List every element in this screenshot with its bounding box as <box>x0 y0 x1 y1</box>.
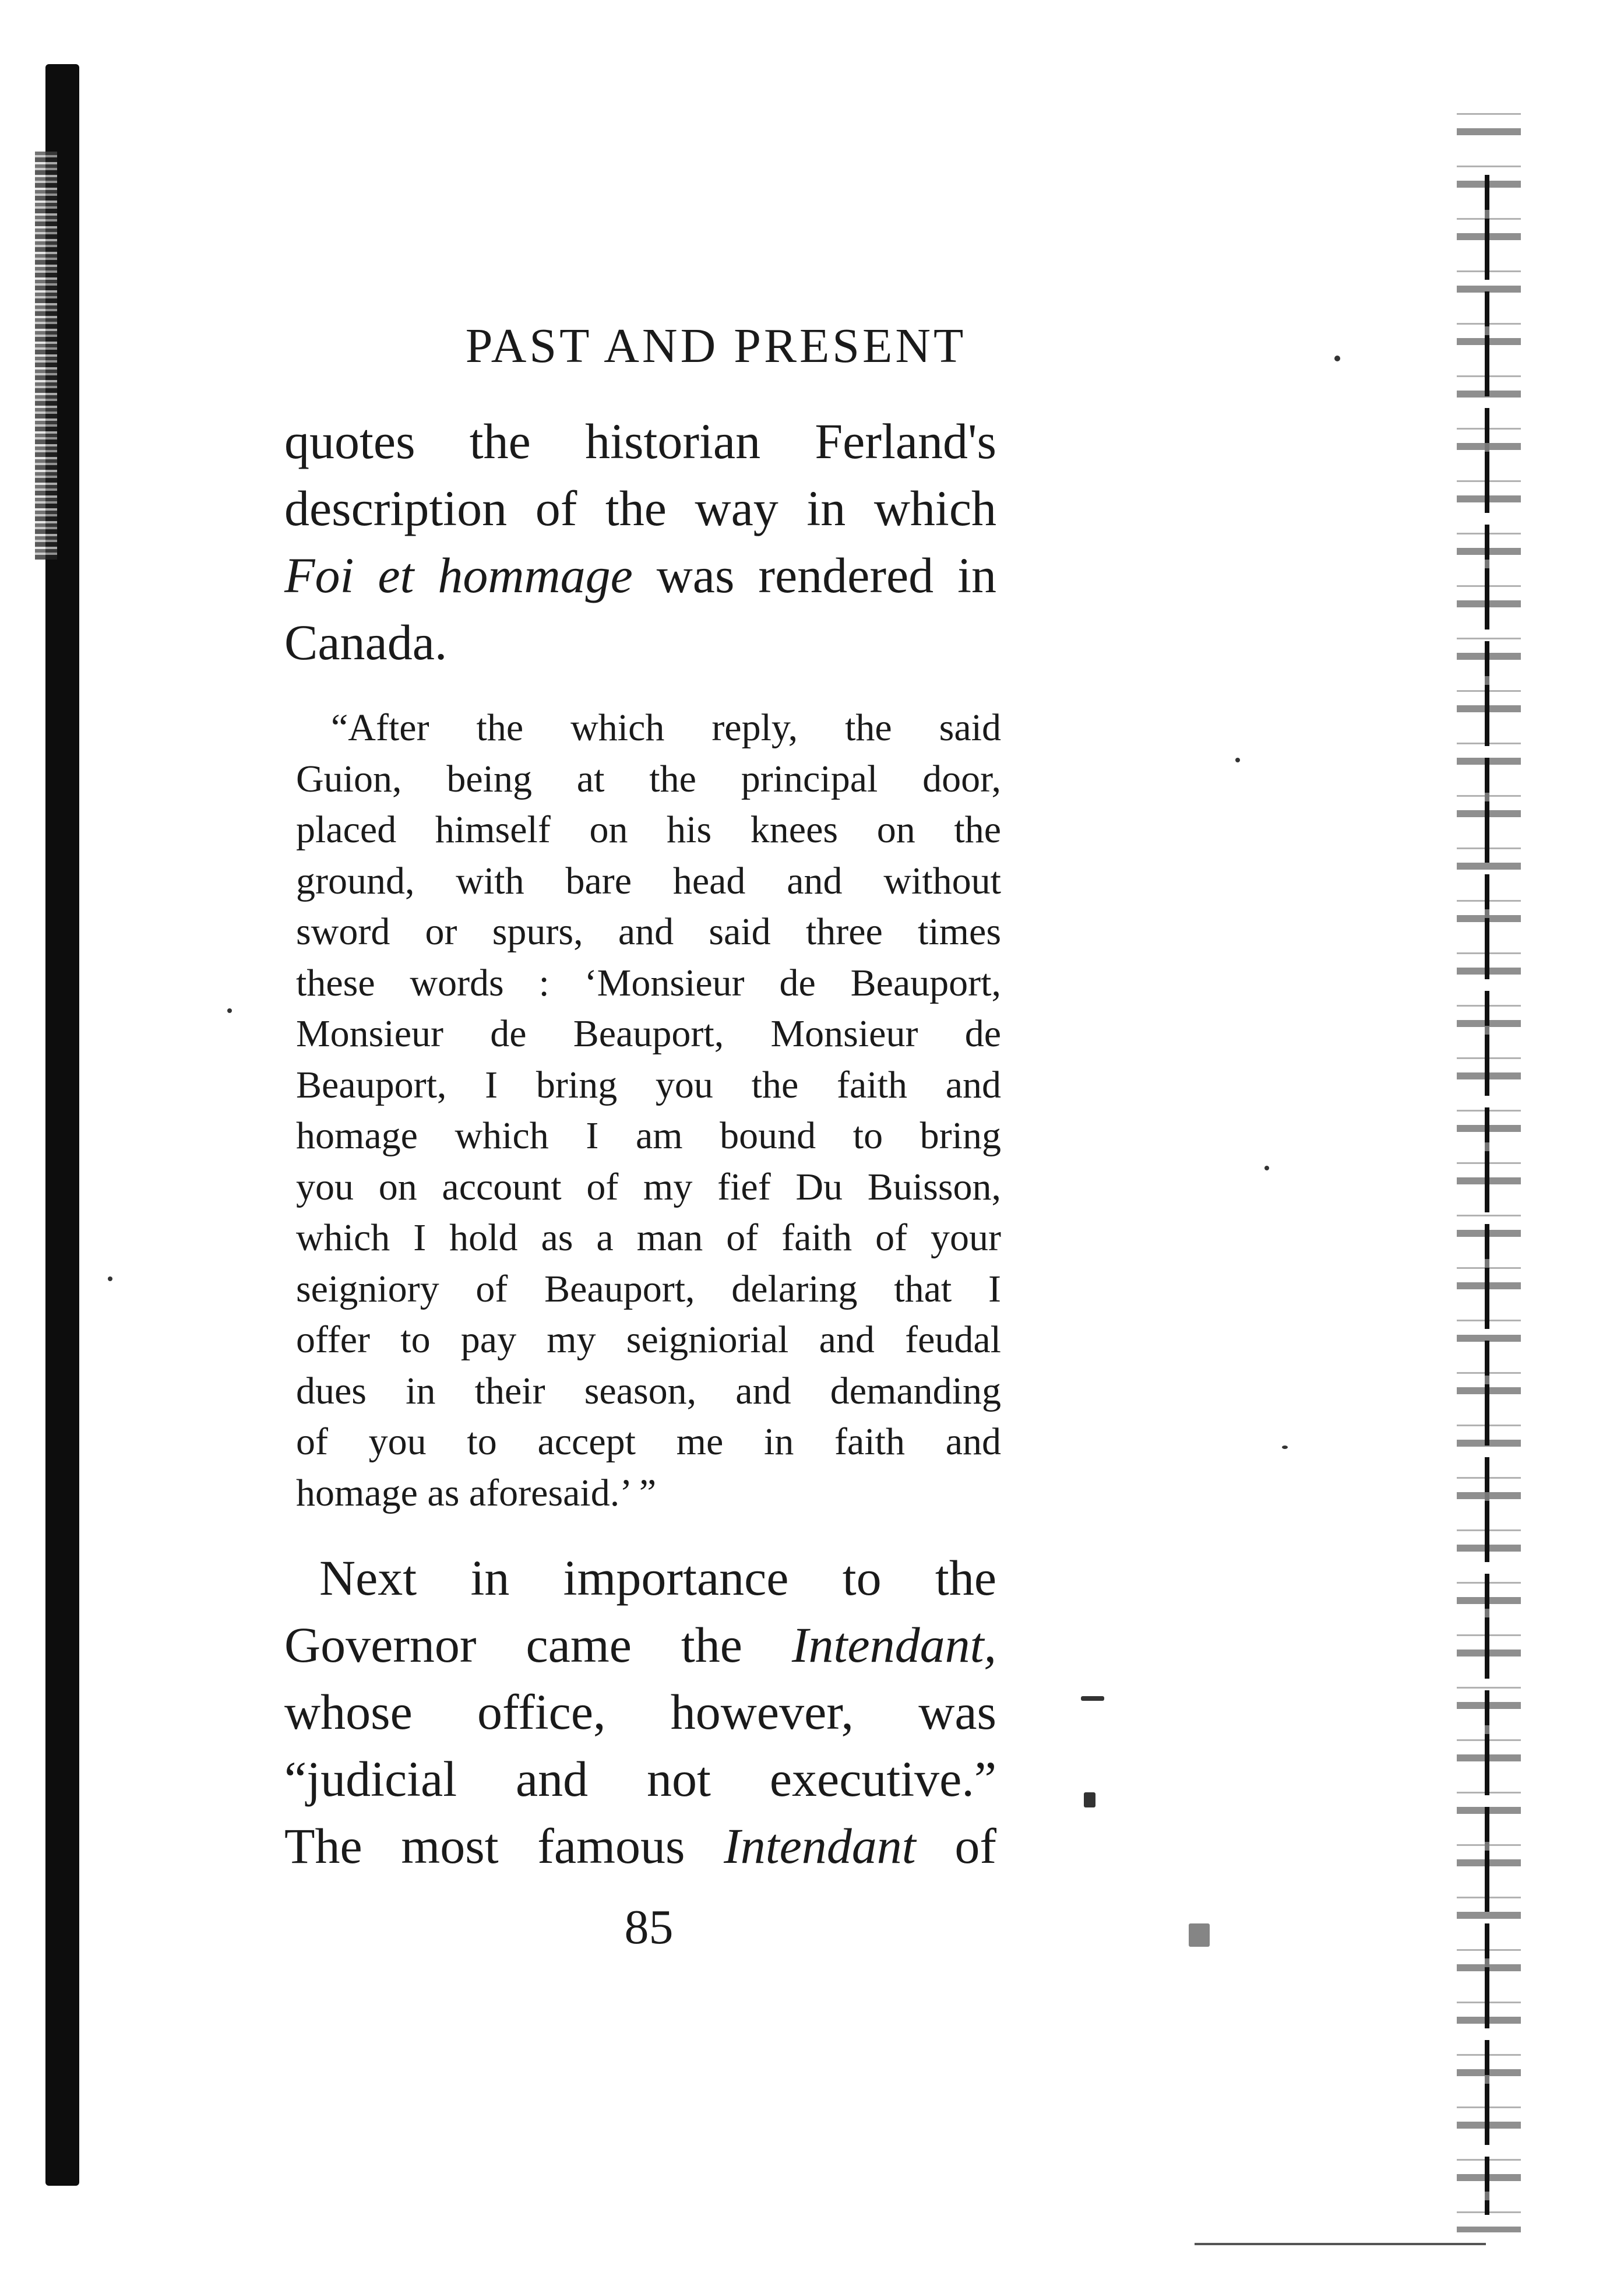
speck <box>1264 1166 1269 1170</box>
speck <box>108 1276 112 1281</box>
quote-line: sword or spurs, and said three times <box>296 910 1001 953</box>
quote-line: “After the which reply, the said <box>331 706 1001 749</box>
block-quotation <box>296 702 1001 1518</box>
text-line: quotes the historian Ferland's <box>284 413 996 469</box>
text-fragment: was rendered in <box>656 547 996 603</box>
intro-paragraph <box>284 408 996 676</box>
speck <box>1084 1792 1095 1807</box>
text-line <box>284 542 996 609</box>
text-line: whose office, however, was <box>284 1684 996 1740</box>
speck <box>1235 758 1240 762</box>
text-fragment: of <box>954 1818 996 1874</box>
text-line: Canada. <box>284 614 448 670</box>
quote-line: homage which I am bound to bring <box>296 1114 1001 1157</box>
italic-phrase: Foi et hommage <box>284 547 633 603</box>
text-line: Next in importance to the <box>319 1550 996 1606</box>
quote-line: of you to accept me in faith and <box>296 1420 1001 1463</box>
italic-term: Intendant, <box>791 1617 996 1673</box>
quote-line: you on account of my fief Du Buisson, <box>296 1165 1001 1208</box>
text-line <box>284 1813 996 1880</box>
bottom-edge-line <box>1195 2243 1486 2245</box>
quote-line: dues in their season, and demanding <box>296 1369 1001 1412</box>
quote-line: homage as aforesaid.’ ” <box>296 1471 657 1514</box>
running-head: PAST AND PRESENT <box>465 319 967 373</box>
speck <box>1282 1446 1288 1449</box>
quote-line: seigniory of Beauport, delaring that I <box>296 1267 1001 1310</box>
quote-line: these words : ‘Monsieur de Beauport, <box>296 961 1001 1004</box>
quote-line: Monsieur de Beauport, Monsieur de <box>296 1012 1001 1055</box>
text-fragment: Governor came the <box>284 1617 742 1673</box>
page-number: 85 <box>624 1900 674 1954</box>
text-fragment: The most famous <box>284 1818 685 1874</box>
text-line <box>284 1612 996 1679</box>
quote-line: offer to pay my seigniorial and feudal <box>296 1318 1001 1361</box>
text-line: description of the way in which <box>284 480 996 536</box>
quote-line: which I hold as a man of faith of your <box>296 1216 1001 1259</box>
quote-line: ground, with bare head and without <box>296 859 1001 902</box>
quote-line: Beauport, I bring you the faith and <box>296 1063 1001 1106</box>
text-line: “judicial and not executive.” <box>284 1751 996 1807</box>
italic-term: Intendant <box>724 1818 916 1874</box>
quote-line: Guion, being at the principal door, <box>296 757 1001 800</box>
next-paragraph <box>284 1545 996 1880</box>
speck <box>227 1008 232 1013</box>
quote-line: placed himself on his knees on the <box>296 808 1001 851</box>
speck <box>1081 1696 1104 1701</box>
